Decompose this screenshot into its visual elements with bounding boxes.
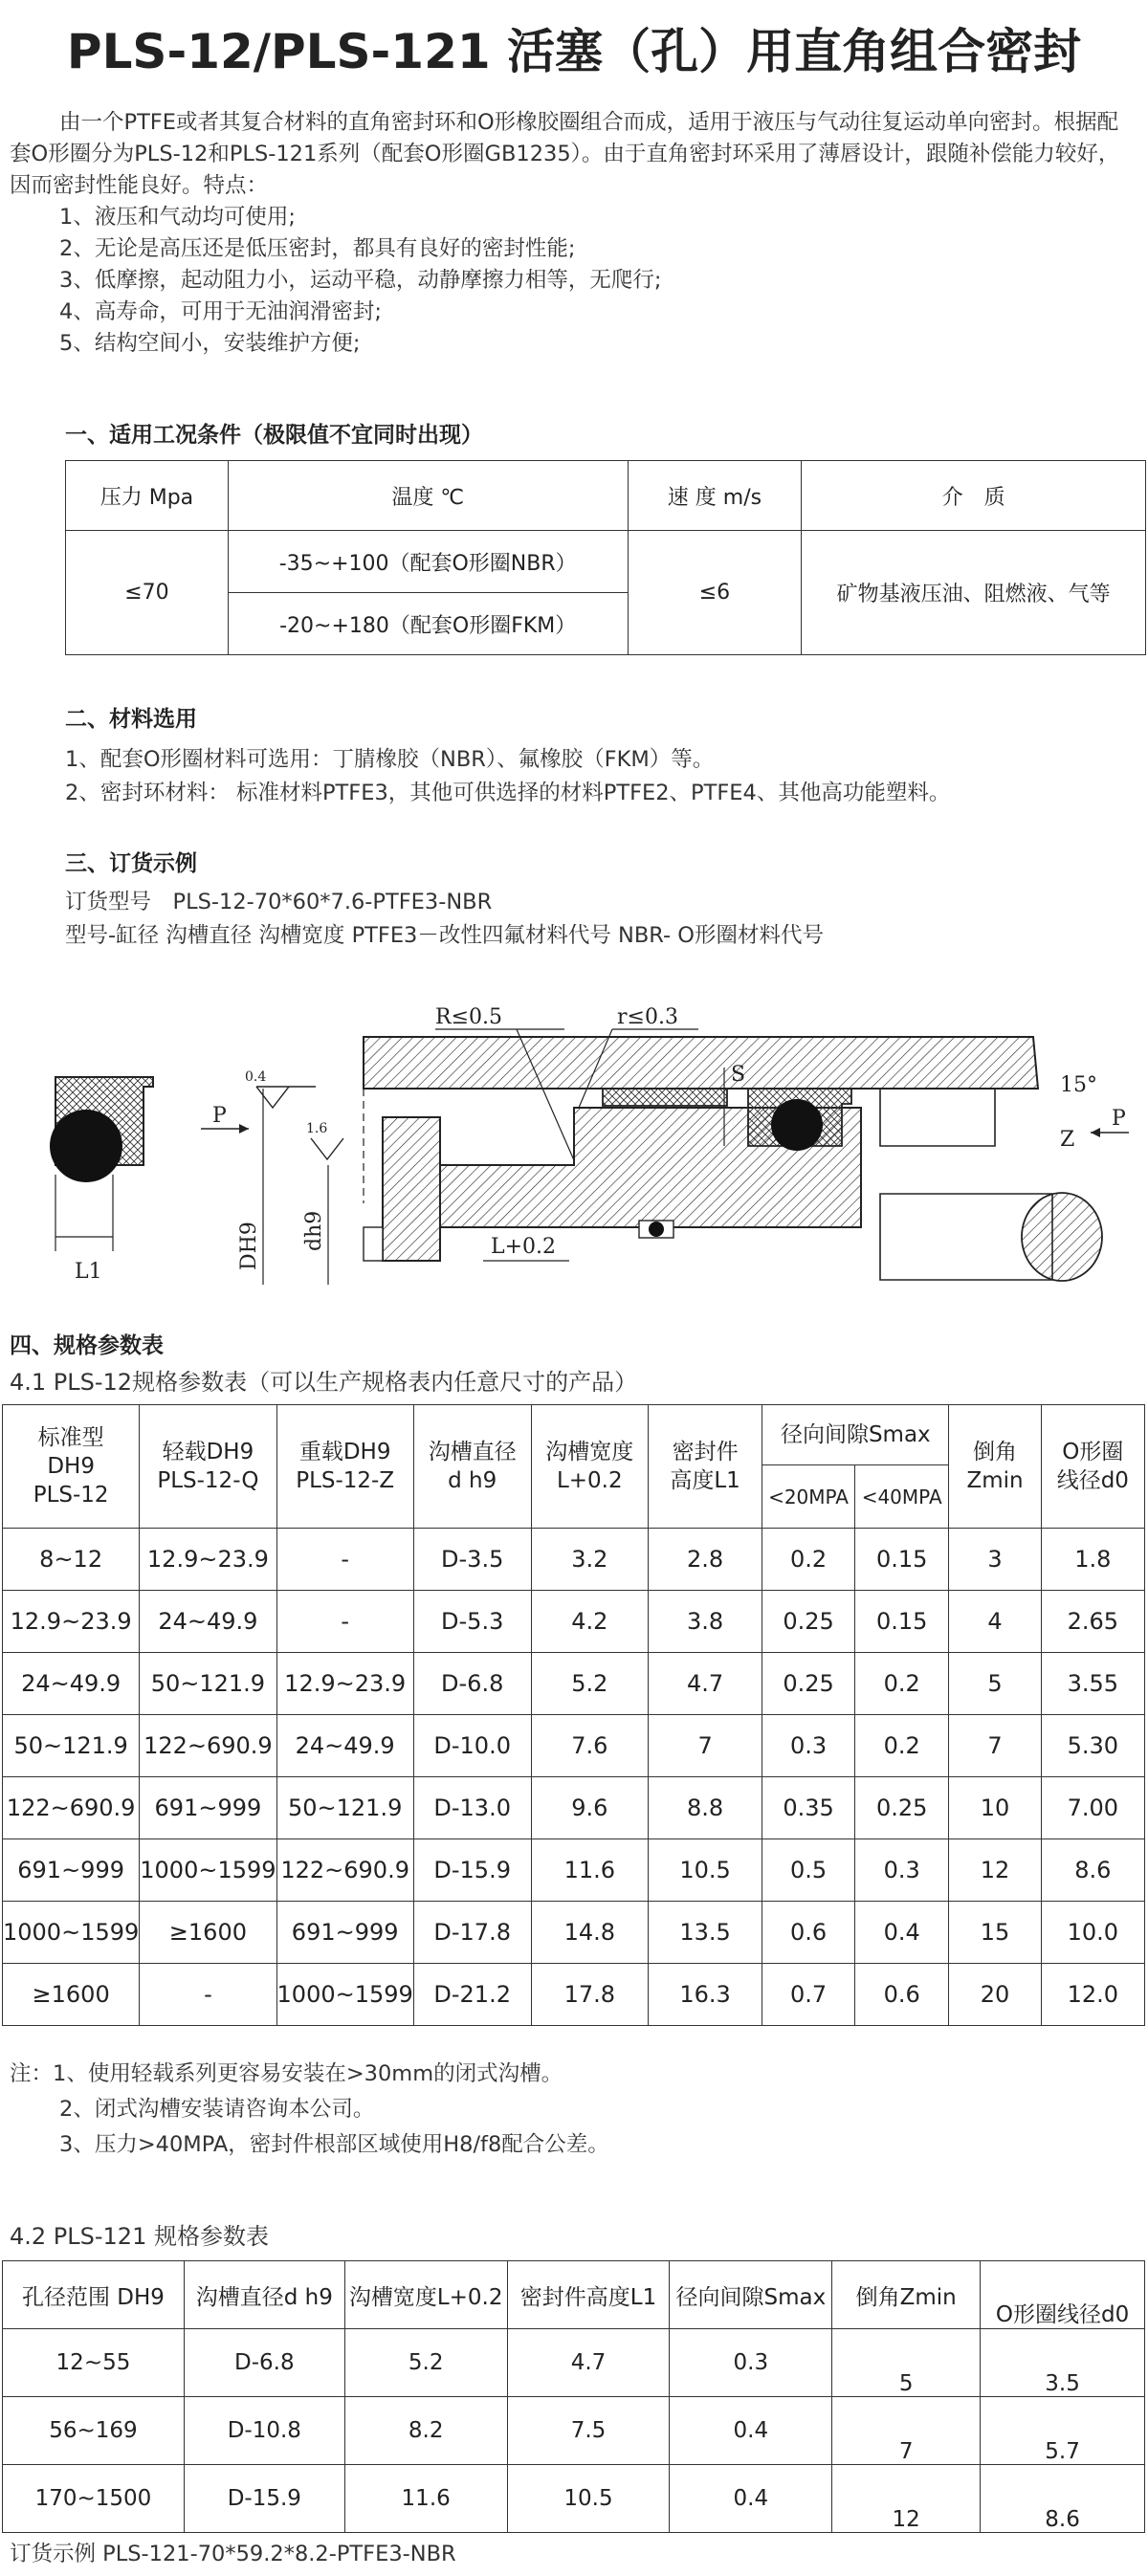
- table-cell: -: [276, 1591, 413, 1653]
- table-cell: 56~169: [3, 2397, 185, 2465]
- table-cell: 2.65: [1041, 1591, 1144, 1653]
- roughness-1-6: 1.6: [306, 1121, 328, 1136]
- table-cell: ≥1600: [140, 1902, 276, 1964]
- label-angle: 15°: [1060, 1073, 1097, 1097]
- table-cell: 0.25: [762, 1591, 855, 1653]
- table-cell: 0.15: [854, 1591, 949, 1653]
- table-cell: 7: [832, 2397, 981, 2465]
- table-cell: 0.5: [762, 1839, 855, 1902]
- table-row: [3, 1591, 1145, 1653]
- table-cell: 12.9~23.9: [3, 1591, 140, 1653]
- header-temperature: 温度 ℃: [228, 461, 628, 531]
- feature-item: 4、高寿命，可用于无油润滑密封;: [59, 299, 382, 324]
- conditions-table: [65, 460, 1146, 655]
- table-cell: 15: [949, 1902, 1041, 1964]
- section2-heading: 二、材料选用: [65, 707, 197, 732]
- table-cell: 12~55: [3, 2329, 185, 2397]
- label-S: S: [731, 1063, 746, 1087]
- table-cell: 8~12: [3, 1529, 140, 1591]
- intro: [10, 107, 1134, 360]
- order-example: 订货示例 PLS-121-70*59.2*8.2-PTFE3-NBR: [10, 2542, 456, 2566]
- table-cell: 0.3: [854, 1839, 949, 1902]
- table-cell: 4.7: [507, 2329, 670, 2397]
- table-cell: 8.6: [981, 2465, 1145, 2533]
- table-cell: 0.3: [670, 2329, 832, 2397]
- table-cell: 0.4: [670, 2465, 832, 2533]
- table-cell: 7: [649, 1715, 762, 1777]
- table-cell: 7.6: [531, 1715, 648, 1777]
- table-row: [3, 2397, 1145, 2465]
- table-cell: 11.6: [344, 2465, 507, 2533]
- table-cell: 12.0: [1041, 1964, 1144, 2026]
- table-body: [3, 1529, 1145, 2026]
- header-speed: 速 度 m/s: [628, 461, 802, 531]
- table-cell: 7: [949, 1715, 1041, 1777]
- table-cell: -: [276, 1529, 413, 1591]
- table-header-row: [3, 1405, 1145, 1465]
- feature-item: 5、结构空间小，安装维护方便;: [59, 331, 361, 356]
- header-standard: 标准型 DH9 PLS-12: [3, 1405, 140, 1529]
- table-cell: 10.0: [1041, 1902, 1144, 1964]
- table-cell: 10: [949, 1777, 1041, 1839]
- table-cell: 1000~1599: [276, 1964, 413, 2026]
- table-cell: 0.4: [854, 1902, 949, 1964]
- temp-fkm: -20~+180（配套O形圈FKM）: [228, 593, 628, 655]
- table-cell: 4.2: [531, 1591, 648, 1653]
- roughness-0-4: 0.4: [245, 1069, 267, 1085]
- order-legend-line: 型号-缸径 沟槽直径 沟槽宽度 PTFE3－改性四氟材料代号 NBR- O形圈材料代号: [65, 923, 824, 948]
- table-row: [3, 1902, 1145, 1964]
- table-cell: 12.9~23.9: [140, 1529, 276, 1591]
- header-clearance: 径向间隙Smax: [762, 1405, 949, 1465]
- table-header-row: [66, 461, 1146, 531]
- speed-value: ≤6: [628, 531, 802, 655]
- table-cell: 24~49.9: [3, 1653, 140, 1715]
- table-cell: 1000~1599: [3, 1902, 140, 1964]
- table-cell: 10.5: [507, 2465, 670, 2533]
- table-cell: 8.2: [344, 2397, 507, 2465]
- table-cell: ≥1600: [3, 1964, 140, 2026]
- table-cell: 3.8: [649, 1591, 762, 1653]
- page-title: PLS-12/PLS-121 活塞（孔）用直角组合密封: [66, 24, 1082, 79]
- header-groove-width: 沟槽宽度 L+0.2: [531, 1405, 648, 1529]
- table-cell: 12: [832, 2465, 981, 2533]
- label-p-right: P: [1112, 1107, 1126, 1131]
- table-cell: 691~999: [276, 1902, 413, 1964]
- table-cell: 7.00: [1041, 1777, 1144, 1839]
- pressure-value: ≤70: [66, 531, 229, 655]
- feature-item: 1、液压和气动均可使用;: [59, 205, 296, 230]
- table-cell: D-21.2: [413, 1964, 531, 2026]
- table-cell: 24~49.9: [276, 1715, 413, 1777]
- table-cell: 12: [949, 1839, 1041, 1902]
- table-row: [66, 531, 1146, 593]
- table-cell: 3.5: [981, 2329, 1145, 2397]
- table-cell: 17.8: [531, 1964, 648, 2026]
- label-Z: Z: [1060, 1128, 1075, 1152]
- table-cell: 5: [949, 1653, 1041, 1715]
- table-cell: 0.2: [762, 1529, 855, 1591]
- table-cell: 8.6: [1041, 1839, 1144, 1902]
- table-cell: 1000~1599: [140, 1839, 276, 1902]
- table-cell: 122~690.9: [140, 1715, 276, 1777]
- table-cell: 50~121.9: [276, 1777, 413, 1839]
- header-bore-range: 孔径范围 DH9: [3, 2261, 185, 2329]
- pls12-spec-table: [2, 1404, 1145, 2026]
- note-line: 2、闭式沟槽安装请咨询本公司。: [59, 2097, 375, 2122]
- table-cell: D-10.8: [184, 2397, 344, 2465]
- note-line: 注：1、使用轻载系列更容易安装在>30mm的闭式沟槽。: [10, 2061, 563, 2086]
- table-cell: 5: [832, 2329, 981, 2397]
- table-cell: 3: [949, 1529, 1041, 1591]
- table-cell: 0.35: [762, 1777, 855, 1839]
- header-seal-height: 密封件 高度L1: [649, 1405, 762, 1529]
- table-cell: 5.2: [344, 2329, 507, 2397]
- label-L02: L+0.2: [491, 1235, 557, 1259]
- label-p-left: P: [212, 1104, 227, 1128]
- header-pressure: 压力 Mpa: [66, 461, 229, 531]
- table-row: [3, 1839, 1145, 1902]
- table-cell: 0.3: [762, 1715, 855, 1777]
- label-R: R≤0.5: [435, 1005, 502, 1029]
- table-header-row: [3, 2261, 1145, 2329]
- header-lt20: <20MPA: [762, 1465, 855, 1529]
- table-cell: 7.5: [507, 2397, 670, 2465]
- table-cell: 122~690.9: [3, 1777, 140, 1839]
- table-cell: 4.7: [649, 1653, 762, 1715]
- table-row: [3, 2329, 1145, 2397]
- table-cell: 5.30: [1041, 1715, 1144, 1777]
- table-cell: D-15.9: [184, 2465, 344, 2533]
- section3-heading: 三、订货示例: [65, 851, 197, 876]
- table-row: [3, 1653, 1145, 1715]
- table-cell: 9.6: [531, 1777, 648, 1839]
- table-cell: 4: [949, 1591, 1041, 1653]
- table-cell: 5.2: [531, 1653, 648, 1715]
- temp-nbr: -35~+100（配套O形圈NBR）: [228, 531, 628, 593]
- header-light: 轻载DH9 PLS-12-Q: [140, 1405, 276, 1529]
- header-groove-dia: 沟槽直径 d h9: [413, 1405, 531, 1529]
- intro-paragraph: 由一个PTFE或者其复合材料的直角密封环和O形橡胶圈组合而成，适用于液压与气动往复运动单向密封。根据配套O形圈分为PLS-12和PLS-121系列（配套O形圈GB1235）。由于直角密封环采用了薄唇设计，跟随补偿能力较好，因而密封性能良好。特点：: [10, 110, 1120, 198]
- table-cell: 2.8: [649, 1529, 762, 1591]
- table-row: [3, 1715, 1145, 1777]
- table-cell: 50~121.9: [140, 1653, 276, 1715]
- table-cell: 12.9~23.9: [276, 1653, 413, 1715]
- header-lt40: <40MPA: [854, 1465, 949, 1529]
- table-cell: 10.5: [649, 1839, 762, 1902]
- table-cell: 0.15: [854, 1529, 949, 1591]
- order-model-line: 订货型号 PLS-12-70*60*7.6-PTFE3-NBR: [65, 890, 493, 914]
- table-cell: 170~1500: [3, 2465, 185, 2533]
- table-cell: D-10.0: [413, 1715, 531, 1777]
- header-oring-dia: O形圈 线径d0: [1041, 1405, 1144, 1529]
- table-row: [3, 2465, 1145, 2533]
- header-medium: 介 质: [802, 461, 1146, 531]
- table-cell: -: [140, 1964, 276, 2026]
- piston-rod: [880, 1073, 1102, 1281]
- table-cell: 0.6: [854, 1964, 949, 2026]
- table-cell: 16.3: [649, 1964, 762, 2026]
- table-row: [3, 1964, 1145, 2026]
- seal-section-left: [50, 1077, 153, 1284]
- table-cell: 50~121.9: [3, 1715, 140, 1777]
- roughness-symbols: [245, 1069, 343, 1159]
- header-chamfer: 倒角 Zmin: [949, 1405, 1041, 1529]
- table-body: [3, 2329, 1145, 2533]
- table-cell: 3.2: [531, 1529, 648, 1591]
- note-line: 3、压力>40MPA，密封件根部区域使用H8/f8配合公差。: [59, 2132, 609, 2157]
- header-groove-dia: 沟槽直径d h9: [184, 2261, 344, 2329]
- table-row: [3, 1529, 1145, 1591]
- table-cell: D-6.8: [413, 1653, 531, 1715]
- label-L1: L1: [75, 1260, 102, 1284]
- feature-list: [10, 202, 1134, 360]
- header-heavy: 重载DH9 PLS-12-Z: [276, 1405, 413, 1529]
- label-dh9: dh9: [302, 1210, 326, 1251]
- table-cell: 1.8: [1041, 1529, 1144, 1591]
- table-cell: 0.2: [854, 1715, 949, 1777]
- table-cell: 122~690.9: [276, 1839, 413, 1902]
- header-clearance: 径向间隙Smax: [670, 2261, 832, 2329]
- table-cell: D-17.8: [413, 1902, 531, 1964]
- table-cell: 11.6: [531, 1839, 648, 1902]
- table-cell: D-15.9: [413, 1839, 531, 1902]
- table-row: [3, 1777, 1145, 1839]
- medium-value: 矿物基液压油、阻燃液、气等: [802, 531, 1146, 655]
- table-cell: D-3.5: [413, 1529, 531, 1591]
- pls121-spec-table: [2, 2260, 1145, 2533]
- table-cell: 20: [949, 1964, 1041, 2026]
- header-groove-width: 沟槽宽度L+0.2: [344, 2261, 507, 2329]
- section1-heading: 一、适用工况条件（极限值不宜同时出现）: [65, 423, 483, 448]
- material-line: 1、配套O形圈材料可选用：丁腈橡胶（NBR）、氟橡胶（FKM）等。: [65, 747, 715, 772]
- section4-heading: 四、规格参数表: [10, 1333, 164, 1358]
- table-cell: 691~999: [140, 1777, 276, 1839]
- table-cell: 24~49.9: [140, 1591, 276, 1653]
- label-DH9: DH9: [237, 1222, 261, 1270]
- feature-item: 3、低摩擦，起动阻力小，运动平稳，动静摩擦力相等，无爬行;: [59, 268, 662, 293]
- header-chamfer: 倒角Zmin: [832, 2261, 981, 2329]
- feature-item: 2、无论是高压还是低压密封，都具有良好的密封性能;: [59, 236, 576, 261]
- table-cell: 13.5: [649, 1902, 762, 1964]
- table-cell: D-6.8: [184, 2329, 344, 2397]
- table-cell: 5.7: [981, 2397, 1145, 2465]
- header-oring-dia: O形圈线径d0: [981, 2261, 1145, 2329]
- table-cell: D-5.3: [413, 1591, 531, 1653]
- table-cell: 8.8: [649, 1777, 762, 1839]
- table-cell: 3.55: [1041, 1653, 1144, 1715]
- table-cell: 0.2: [854, 1653, 949, 1715]
- material-line: 2、密封环材料： 标准材料PTFE3，其他可供选择的材料PTFE2、PTFE4、其他高功能塑料。: [65, 781, 951, 805]
- table1-caption: 4.1 PLS-12规格参数表（可以生产规格表内任意尺寸的产品）: [10, 1369, 638, 1396]
- table-cell: 14.8: [531, 1902, 648, 1964]
- label-r: r≤0.3: [617, 1005, 678, 1029]
- seal-drawing: [0, 974, 1148, 1289]
- table-cell: 0.7: [762, 1964, 855, 2026]
- table-cell: D-13.0: [413, 1777, 531, 1839]
- table-cell: 691~999: [3, 1839, 140, 1902]
- table-cell: 0.6: [762, 1902, 855, 1964]
- table2-caption: 4.2 PLS-121 规格参数表: [10, 2223, 269, 2250]
- table-cell: 0.4: [670, 2397, 832, 2465]
- header-seal-height: 密封件高度L1: [507, 2261, 670, 2329]
- table-cell: 0.25: [762, 1653, 855, 1715]
- table-cell: 0.25: [854, 1777, 949, 1839]
